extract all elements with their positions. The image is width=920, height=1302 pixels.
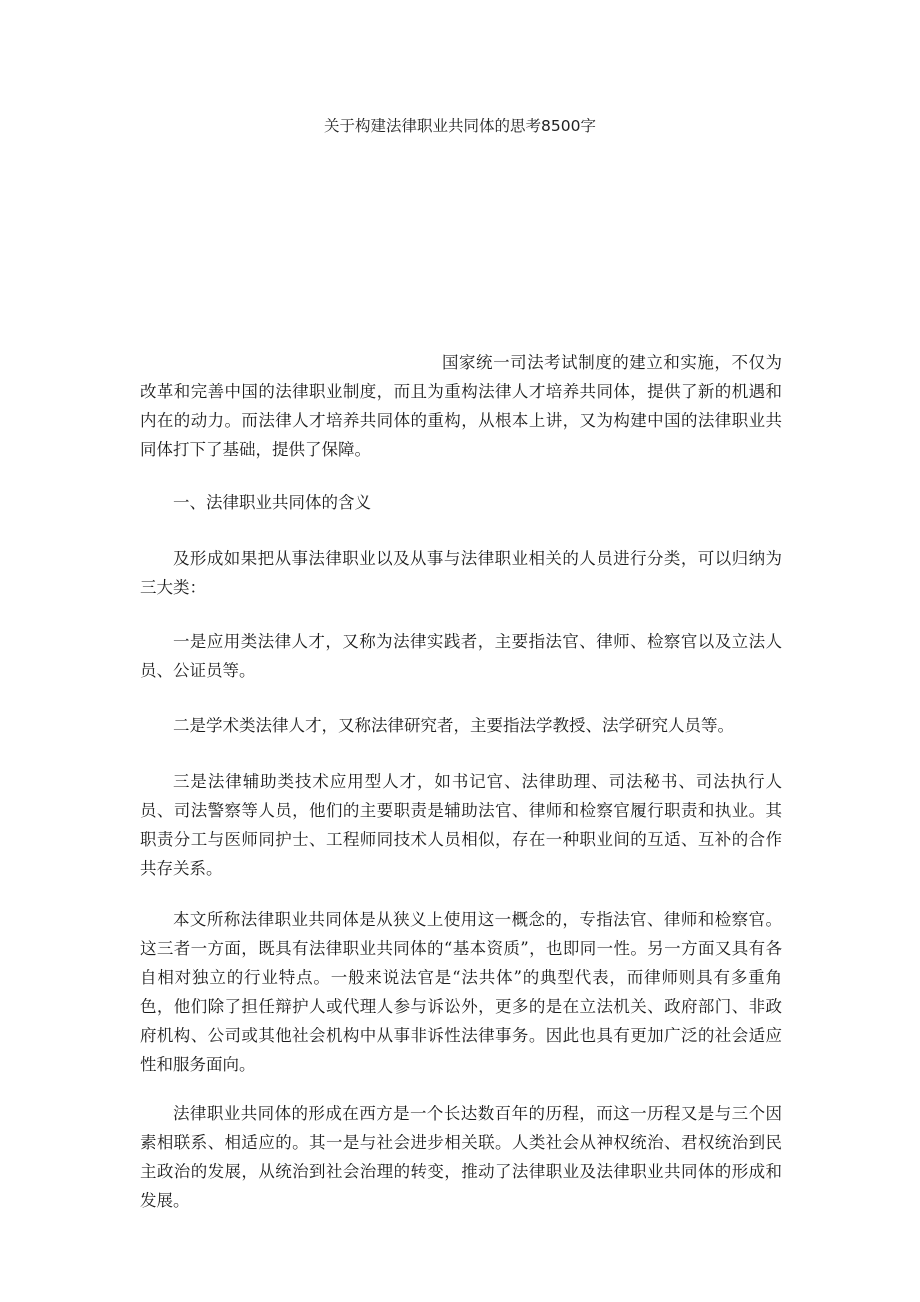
paragraph-western-formation: 法律职业共同体的形成在西方是一个长达数百年的历程，而这一历程又是与三个因素相联系、相适应的。其一是与社会进步相关联。人类社会从神权统治、君权统治到民主政治的发展，从统治到社会治理的转变，推动了法律职业及法律职业共同体的形成和发展。 <box>140 1104 782 1210</box>
paragraph-academic-talent: 二是学术类法律人才，又称法律研究者，主要指法学教授、法学研究人员等。 <box>173 716 734 735</box>
document-title: 关于构建法律职业共同体的思考8500字 <box>324 117 596 135</box>
paragraph-narrow-definition: 本文所称法律职业共同体是从狭义上使用这一概念的，专指法官、律师和检察官。这三者一方面，既具有法律职业共同体的“基本资质”，也即同一性。另一方面又具有各自相对独立的行业特点。一般来说法官是“法共体”的典型代表，而律师则具有多重角色，他们除了担任辩护人或代理人参与诉讼外，更多的是在立法机关、政府部门、非政府机构、公司或其他社会机构中从事非诉性法律事务。因此也具有更加广泛的社会适应性和服务面向。 <box>140 910 782 1074</box>
paragraph-auxiliary-talent: 三是法律辅助类技术应用型人才，如书记官、法律助理、司法秘书、司法执行人员、司法警察等人员，他们的主要职责是辅助法官、律师和检察官履行职责和执业。其职责分工与医师同护士、工程师同技术人员相似，存在一种职业间的互适、互补的合作共存关系。 <box>140 772 782 878</box>
paragraph-classification: 及形成如果把从事法律职业以及从事与法律职业相关的人员进行分类，可以归纳为三大类： <box>140 549 782 597</box>
paragraph-applied-talent: 一是应用类法律人才，又称为法律实践者，主要指法官、律师、检察官以及立法人员、公证员等。 <box>140 632 782 680</box>
section-heading: 一、法律职业共同体的含义 <box>173 493 371 512</box>
intro-paragraph: 国家统一司法考试制度的建立和实施，不仅为改革和完善中国的法律职业制度，而且为重构法律人才培养共同体，提供了新的机遇和内在的动力。而法律人才培养共同体的重构，从根本上讲，又为构建中国的法律职业共同体打下了基础，提供了保障。 <box>140 353 782 459</box>
